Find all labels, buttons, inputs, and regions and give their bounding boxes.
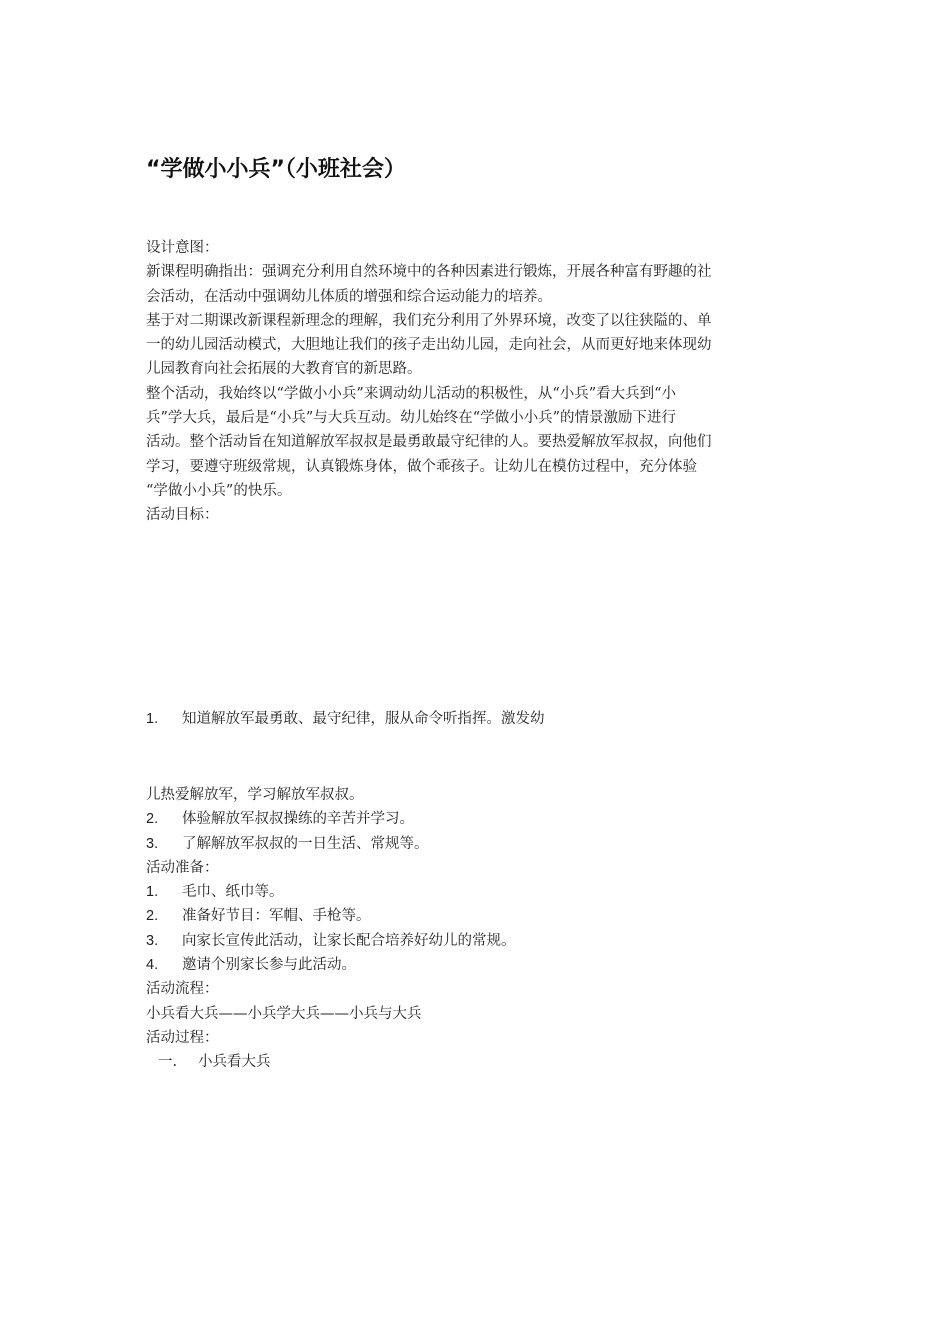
list-item-text: 小兵看大兵 xyxy=(198,1054,271,1071)
list-item xyxy=(146,832,810,856)
section-heading: 活动准备： xyxy=(146,859,219,876)
list-item-text: 向家长宣传此活动，让家长配合培养好幼儿的常规。 xyxy=(182,932,516,949)
paragraph-line: 新课程明确指出：强调充分利用自然环境中的各种因素进行锻炼，开展各种富有野趣的社 xyxy=(146,264,712,281)
list-number: 3. xyxy=(146,835,159,852)
list-item xyxy=(146,807,810,831)
section-heading: 活动目标： xyxy=(146,507,219,524)
section-heading: 设计意图： xyxy=(146,240,219,256)
paragraph-line: 一的幼儿园活动模式，大胆地让我们的孩子走出幼儿园，走向社会，从而更好地来体现幼 xyxy=(146,337,712,354)
paragraph-line: 整个活动，我始终以“学做小小兵”来调动幼儿活动的积极性，从“小兵”看大兵到“小 xyxy=(146,385,677,402)
list-item xyxy=(146,953,810,977)
paragraph-line: 儿园教育向社会拓展的大教育官的新思路。 xyxy=(146,361,422,378)
list-item xyxy=(146,1050,810,1074)
list-item-text: 体验解放军叔叔操练的辛苦并学习。 xyxy=(182,811,414,828)
list-number: 3. xyxy=(146,932,159,949)
paragraph-line: 活动。整个活动旨在知道解放军叔叔是最勇敢最守纪律的人。要热爱解放军叔叔，向他们 xyxy=(146,434,712,451)
list-item xyxy=(146,929,810,953)
paragraph-line: 基于对二期课改新课程新理念的理解，我们充分利用了外界环境，改变了以往狭隘的、单 xyxy=(146,312,712,329)
paragraph-line: 小兵看大兵——小兵学大兵——小兵与大兵 xyxy=(146,1005,422,1022)
list-item xyxy=(146,904,810,928)
paragraph-line: “学做小小兵”的快乐。 xyxy=(146,482,292,499)
paragraph-line: 学习，要遵守班级常规，认真锻炼身体，做个乖孩子。让幼儿在模仿过程中，充分体验 xyxy=(146,458,697,475)
design-intent-section xyxy=(146,236,810,528)
list-number: 4. xyxy=(146,957,159,974)
list-number: 一. xyxy=(158,1054,178,1071)
section-heading: 活动过程： xyxy=(146,1029,219,1046)
goal-item-1 xyxy=(146,707,810,731)
list-item-text: 毛巾、纸巾等。 xyxy=(182,884,284,901)
list-item-text: 知道解放军最勇敢、最守纪律，服从命令听指挥。激发幼 xyxy=(182,711,545,727)
list-number: 2. xyxy=(146,811,159,828)
list-item xyxy=(146,880,810,904)
section-heading: 活动流程： xyxy=(146,981,219,998)
paragraph-line: 儿热爱解放军，学习解放军叔叔。 xyxy=(146,787,364,803)
document-title: “学做小小兵”（小班社会） xyxy=(146,157,406,182)
goals-continued-section xyxy=(146,783,810,1075)
list-item-text: 准备好节目：军帽、手枪等。 xyxy=(182,908,371,925)
paragraph-line: 兵”学大兵，最后是“小兵”与大兵互动。幼儿始终在“学做小小兵”的情景激励下进行 xyxy=(146,410,677,427)
list-item-text: 了解解放军叔叔的一日生活、常规等。 xyxy=(182,835,429,852)
list-number: 1. xyxy=(146,711,159,727)
list-number: 1. xyxy=(146,884,159,901)
list-number: 2. xyxy=(146,908,159,925)
list-item-text: 邀请个别家长参与此活动。 xyxy=(182,957,356,974)
paragraph-line: 会活动，在活动中强调幼儿体质的增强和综合运动能力的培养。 xyxy=(146,288,552,305)
